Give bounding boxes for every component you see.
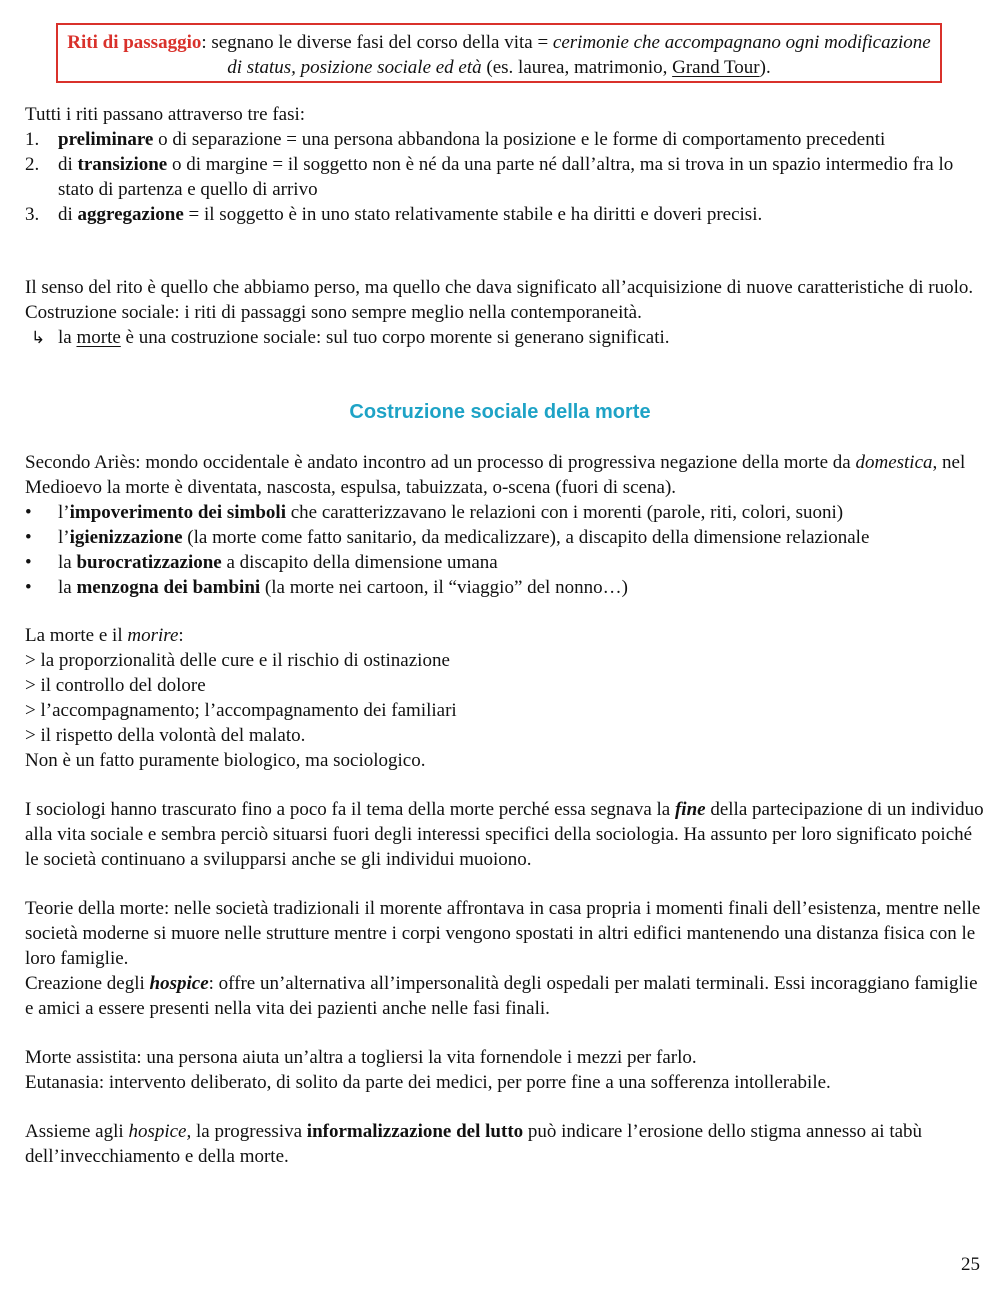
assisted-line-2: Eutanasia: intervento deliberato, di solito da parte dei medici, per porre fine a una sofferenza intollerabile. bbox=[25, 1071, 831, 1093]
theories-p1: Teorie della morte: nelle società tradizionali il morente affrontava in casa propria i momenti finali dell’esistenza, mentre nelle società moderne si muore nelle strutture mentre i corpi vengono spostati in altri edifici mantenendo una distanza fisica con le loro famiglie. bbox=[25, 898, 981, 969]
dying-title-pre: La morte e il bbox=[25, 625, 128, 646]
callout-term: Riti di passaggio bbox=[67, 32, 202, 53]
phase-number: 3. bbox=[25, 203, 40, 225]
sociologists-bold-italic: fine bbox=[674, 799, 706, 820]
bullet-bold: menzogna dei bambini bbox=[76, 576, 261, 598]
bullet-rest: a discapito della dimensione umana bbox=[221, 551, 498, 573]
bullet-bold: burocratizzazione bbox=[76, 551, 222, 573]
hospice-rest: : offre un’alternativa all’impersonalità degli ospedali per malati terminali. Essi incoraggiano famiglie e amici a essere presenti nella vita dei pazienti anche nelle fasi finali. bbox=[25, 972, 978, 1019]
phase-rest: = il soggetto è in uno stato relativamente stabile e ha diritti e doveri precisi. bbox=[183, 203, 763, 225]
dying-item: > l’accompagnamento; l’accompagnamento dei familiari bbox=[25, 699, 457, 721]
bullet-pre: l’ bbox=[58, 501, 70, 523]
sociologists-pre: I sociologi hanno trascurato fino a poco fa il tema della morte perché essa segnava la bbox=[25, 799, 675, 820]
section-title: Costruzione sociale della morte bbox=[349, 401, 651, 423]
dying-title-post: : bbox=[178, 625, 184, 646]
phase-bold: preliminare bbox=[58, 128, 154, 150]
mourning-bold: informalizzazione del lutto bbox=[306, 1121, 524, 1142]
bullet-item bbox=[25, 526, 985, 551]
bullet-rest: che caratterizzavano le relazioni con i morenti (parole, riti, colori, suoni) bbox=[286, 501, 844, 523]
callout-text-1: : segnano le diverse fasi del corso della vita = bbox=[201, 32, 553, 53]
callout-italic: cerimonie che accompagnano ogni modificazione di status, posizione sociale ed età bbox=[227, 32, 931, 78]
aries-section bbox=[25, 451, 985, 600]
arrow-line bbox=[25, 326, 985, 351]
bullet-item bbox=[25, 501, 985, 526]
phases-section bbox=[25, 103, 985, 228]
bullet-rest: (la morte nei cartoon, il “viaggio” del nonno…) bbox=[260, 576, 628, 598]
dying-title-italic: morire bbox=[127, 625, 179, 646]
phase-item bbox=[25, 128, 985, 153]
phase-rest: o di separazione = una persona abbandona la posizione e le forme di comportamento precedenti bbox=[153, 128, 886, 150]
sense-section bbox=[25, 276, 985, 351]
dying-item: > la proporzionalità delle cure e il rischio di ostinazione bbox=[25, 649, 450, 671]
bullet-pre: la bbox=[58, 551, 77, 573]
page-number: 25 bbox=[961, 1254, 980, 1275]
aries-italic: domestica bbox=[855, 452, 933, 473]
phase-number: 2. bbox=[25, 153, 40, 175]
theories-section bbox=[25, 897, 985, 1022]
phase-item bbox=[25, 153, 985, 203]
phase-item bbox=[25, 203, 985, 228]
bullet-bold: impoverimento dei simboli bbox=[69, 501, 286, 523]
phase-pre: di bbox=[58, 203, 78, 225]
arrow-underlined: morte bbox=[76, 326, 121, 348]
callout-text-2: (es. laurea, matrimonio, bbox=[481, 57, 673, 78]
assisted-section bbox=[25, 1046, 985, 1096]
return-arrow-icon: ↳ bbox=[31, 327, 46, 348]
callout-underlined: Grand Tour bbox=[672, 57, 760, 78]
sociologists-section bbox=[25, 798, 985, 873]
mourning-mid: la progressiva bbox=[191, 1121, 307, 1142]
sense-line-1: Il senso del rito è quello che abbiamo perso, ma quello che dava significato all’acquisizione di nuove caratteristiche di ruolo. bbox=[25, 277, 974, 298]
bullet-pre: la bbox=[58, 576, 77, 598]
dying-closing: Non è un fatto puramente biologico, ma sociologico. bbox=[25, 749, 426, 771]
hospice-bold-italic: hospice bbox=[149, 972, 209, 994]
definition-callout bbox=[56, 23, 942, 83]
arrow-rest: è una costruzione sociale: sul tuo corpo morente si generano significati. bbox=[120, 326, 670, 348]
phase-bold: aggregazione bbox=[77, 203, 184, 225]
mourning-section bbox=[25, 1120, 985, 1170]
mourning-rest: può indicare l’erosione dello stigma annesso ai tabù dell’invecchiamento e della morte. bbox=[25, 1121, 923, 1167]
bullet-icon: • bbox=[25, 551, 32, 573]
phase-pre: di bbox=[58, 153, 78, 175]
callout-text-3: ). bbox=[759, 57, 771, 78]
bullet-item bbox=[25, 576, 985, 601]
bullet-icon: • bbox=[25, 576, 32, 598]
phases-intro: Tutti i riti passano attraverso tre fasi: bbox=[25, 104, 306, 125]
hospice-pre: Creazione degli bbox=[25, 972, 150, 994]
phase-bold: transizione bbox=[77, 153, 168, 175]
dying-item: > il controllo del dolore bbox=[25, 674, 206, 696]
arrow-pre: la bbox=[58, 326, 77, 348]
mourning-pre: Assieme agli bbox=[25, 1121, 129, 1142]
bullet-rest: (la morte come fatto sanitario, da medicalizzare), a discapito della dimensione relazionale bbox=[182, 526, 870, 548]
mourning-italic: hospice, bbox=[128, 1121, 192, 1142]
bullet-icon: • bbox=[25, 526, 32, 548]
bullet-pre: l’ bbox=[58, 526, 70, 548]
bullet-icon: • bbox=[25, 501, 32, 523]
assisted-line-1: Morte assistita: una persona aiuta un’altra a togliersi la vita fornendole i mezzi per farlo. bbox=[25, 1047, 697, 1068]
bullet-bold: igienizzazione bbox=[69, 526, 183, 548]
aries-text: Secondo Ariès: mondo occidentale è andato incontro ad un processo di progressiva negazione della morte da bbox=[25, 452, 856, 473]
bullet-item bbox=[25, 551, 985, 576]
dying-item: > il rispetto della volontà del malato. bbox=[25, 724, 306, 746]
dying-section bbox=[25, 624, 985, 773]
phase-rest: o di margine = il soggetto non è né da una parte né dall’altra, ma si trova in un spazio intermedio fra lo stato di partenza e quello di arrivo bbox=[58, 153, 954, 200]
phase-number: 1. bbox=[25, 128, 40, 150]
aries-rest: , nel Medioevo la morte è diventata, nascosta, espulsa, tabuizzata, o-scena (fuori di scena). bbox=[25, 452, 966, 498]
sociologists-rest: della partecipazione di un individuo alla vita sociale e sembra perciò situarsi fuori degli interessi specifici della sociologia. Ha assunto per loro significato poiché le società continuano a svilupparsi anche se gli individui muoiono. bbox=[25, 799, 984, 870]
sense-line-2: Costruzione sociale: i riti di passaggi sono sempre meglio nella contemporaneità. bbox=[25, 301, 642, 323]
